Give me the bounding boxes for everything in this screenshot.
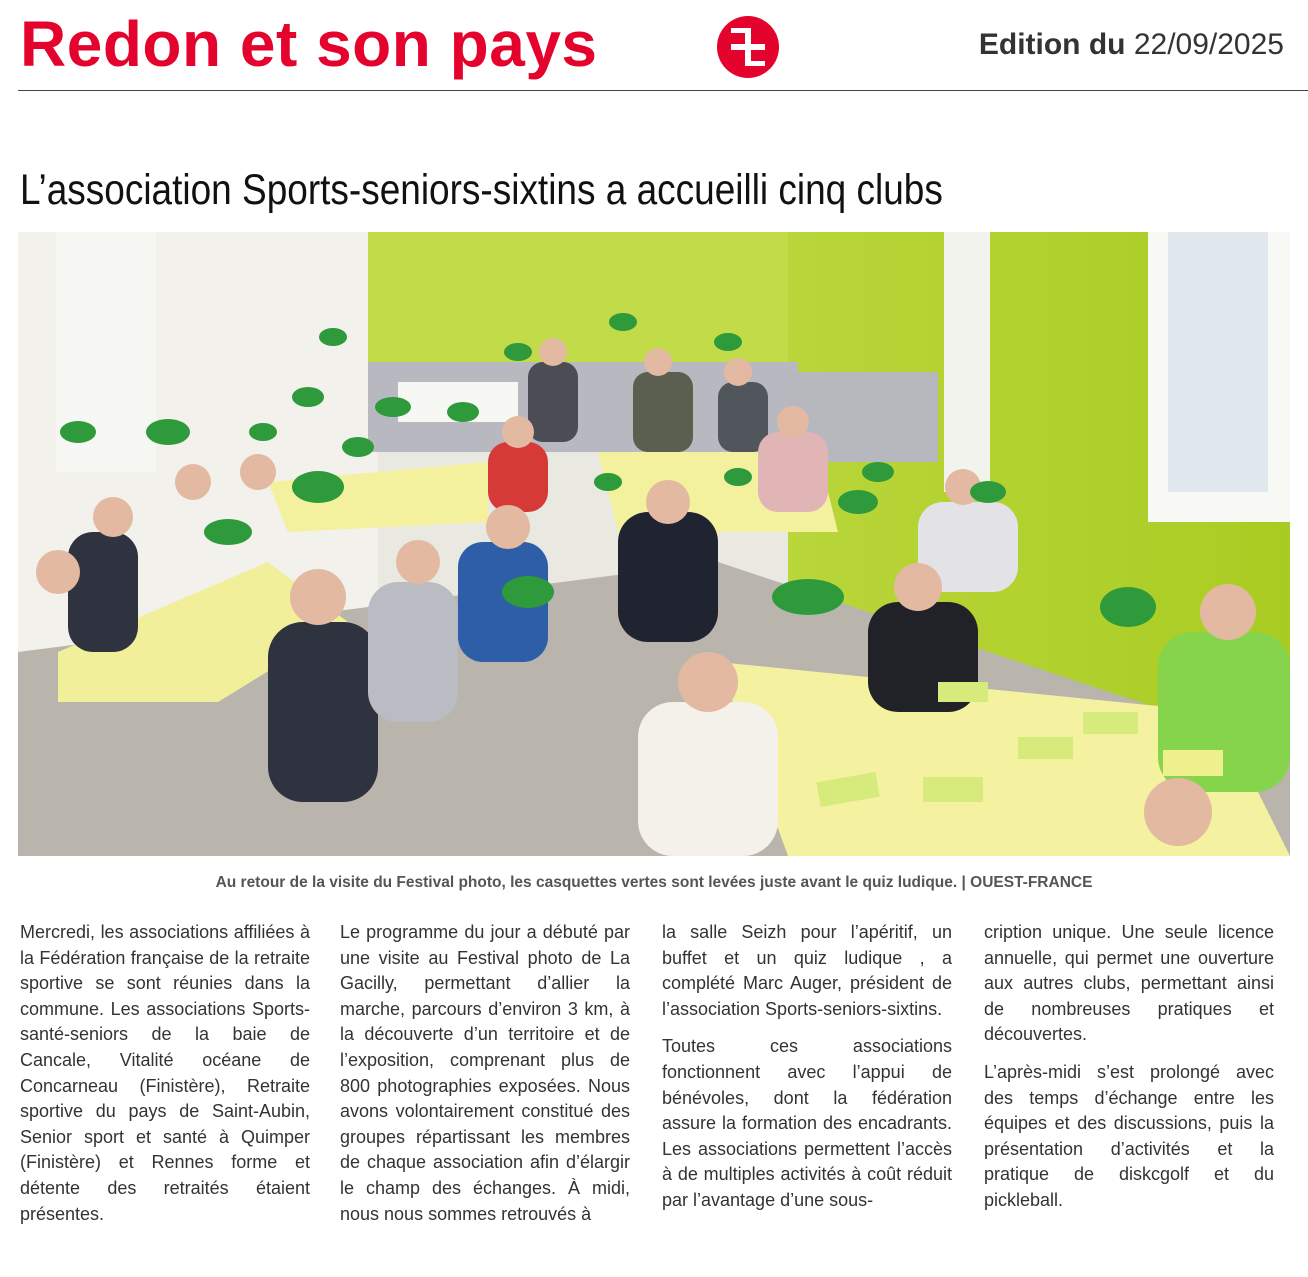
article-column-3 xyxy=(662,920,952,1214)
edition-date-value: 22/09/2025 xyxy=(1133,28,1284,61)
edition-label: Edition du xyxy=(978,28,1126,61)
article-column-2 xyxy=(340,920,630,1227)
edition-date xyxy=(979,25,1284,65)
article-photo xyxy=(18,232,1290,856)
ouest-france-logo-icon xyxy=(717,16,779,78)
paragraph: la salle Seizh pour l’apéritif, un buffet et un quiz ludique , a complété Marc Auger, président de l’association Sports-seniors-sixtins. xyxy=(662,922,952,1019)
paragraph: Mercredi, les associations affiliées à la Fédération française de la retraite sportive se sont réunies dans la commune. Les associations Sports-santé-seniors de la baie de Cancale, Vitalité océane de Concarneau (Finistère), Retraite sportive du pays de Saint-Aubin, Senior sport et santé à Quimper (Finistère) et Rennes forme et détente des retraités étaient présentes. xyxy=(20,922,310,1224)
article-column-1 xyxy=(20,920,310,1227)
paragraph: L’après-midi s’est prolongé avec des temps d’échange entre les équipes et des discussions, puis la présentation d’activités et la pratique de diskcgolf et du pickleball. xyxy=(984,1061,1274,1210)
article-headline: L’association Sports-seniors-sixtins a accueilli cinq clubs xyxy=(20,166,943,214)
paragraph: cription unique. Une seule licence annuelle, qui permet une ouverture aux autres clubs, permettant ainsi de nombreuses pratiques et découvertes. xyxy=(984,922,1274,1045)
section-title: Redon et son pays xyxy=(20,8,598,80)
photo-caption: Au retour de la visite du Festival photo, les casquettes vertes sont levées juste avant le quiz ludique. | OUEST-FRANCE xyxy=(215,874,1093,891)
masthead xyxy=(18,0,1308,91)
group-photo-illustration xyxy=(18,232,1290,856)
article-column-4 xyxy=(984,920,1274,1214)
paragraph: Le programme du jour a débuté par une visite au Festival photo de La Gacilly, permettant d’allier la marche, parcours d’environ 3 km, à la découverte d’un territoire et de l’exposition, comprenant plus de 800 photographies exposées. Nous avons volontairement constitué des groupes répartissant les membres de chaque association afin d’élargir le champ des échanges. À midi, nous nous sommes retrouvés à xyxy=(340,922,630,1224)
paragraph: Toutes ces associations fonctionnent avec l’appui de bénévoles, dont la fédération assure la formation des encadrants. Les associations permettent l’accès à de multiples activités à coût réduit par l’avantage d’une sous- xyxy=(662,1036,952,1210)
